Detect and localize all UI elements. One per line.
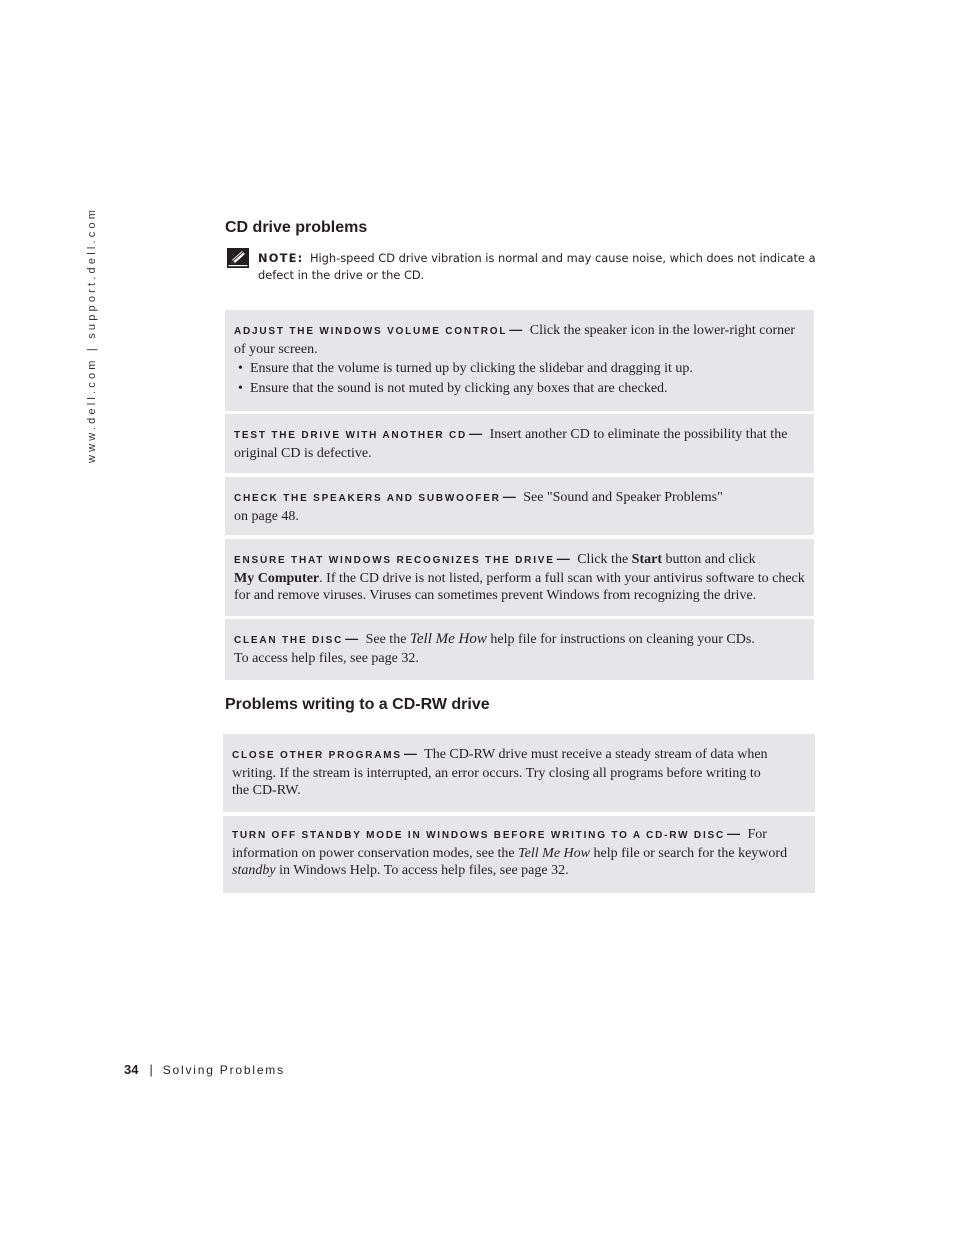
tip-title: CHECK THE SPEAKERS AND SUBWOOFER: [234, 493, 501, 504]
tip-text-continued: on page 48.: [234, 508, 299, 524]
tip-text-continued: the CD-RW.: [232, 783, 301, 798]
tip-dash: —: [509, 322, 523, 337]
tip-text-continued: To access help files, see page 32.: [234, 650, 419, 666]
tip-bullet-list: [234, 360, 805, 397]
tip-box-check-speakers: [225, 477, 814, 535]
help-file-ref: Tell Me How: [409, 631, 487, 647]
start-button-ref: Start: [631, 552, 662, 567]
tip-text: Click the: [577, 552, 632, 567]
tip-text: For information on power conservation modes, see the: [232, 827, 767, 861]
tip-text: See "Sound and Speaker Problems": [523, 490, 723, 505]
tip-dash: —: [727, 826, 741, 841]
note-label: NOTE:: [258, 251, 304, 265]
side-url: www.dell.com | support.dell.com: [86, 206, 98, 463]
tip-text: in Windows Help. To access help files, see page 32.: [275, 863, 569, 878]
footer-separator: |: [149, 1063, 153, 1077]
page-footer: [124, 1062, 285, 1077]
tip-dash: —: [403, 746, 417, 761]
my-computer-ref: My Computer: [234, 570, 320, 586]
tip-box-windows-recognizes: [225, 539, 814, 616]
page-number: 34: [124, 1062, 139, 1077]
note-body: High-speed CD drive vibration is normal and may cause noise, which does not indicate a defect in the drive or the CD.: [258, 251, 816, 282]
section-heading-cd-rw: Problems writing to a CD-RW drive: [225, 696, 490, 713]
tip-text: See the: [365, 632, 410, 647]
list-item: • Ensure that the volume is turned up by clicking the slidebar and dragging it up.: [234, 360, 805, 378]
tip-box-adjust-volume: [225, 310, 814, 411]
footer-section-title: Solving Problems: [162, 1063, 285, 1077]
tip-text: help file or search for the keyword: [589, 845, 788, 861]
keyword-ref: standby: [232, 863, 276, 878]
tip-dash: —: [469, 426, 483, 441]
tip-box-clean-disc: [225, 619, 814, 680]
tip-text: The CD-RW drive must receive a steady stream of data when writing. If the stream is interrupted, an error occurs. Try closing all programs before writing to: [232, 747, 768, 781]
tip-text: Insert another CD to eliminate the possibility that the original CD is defective.: [234, 427, 788, 461]
tip-box-test-drive: [225, 414, 814, 473]
tip-title: TURN OFF STANDBY MODE IN WINDOWS BEFORE WRITING TO A CD-RW DISC: [232, 830, 726, 841]
help-file-ref: Tell Me How: [518, 845, 590, 861]
tip-title: CLOSE OTHER PROGRAMS: [232, 750, 402, 761]
tip-title: ENSURE THAT WINDOWS RECOGNIZES THE DRIVE: [234, 555, 555, 566]
section-heading-cd-drive: CD drive problems: [225, 219, 368, 236]
tip-text: . If the CD drive is not listed, perform a full scan with your antivirus software to check for and remove viruses. Viruses can sometimes prevent Windows from recognizing the drive.: [234, 570, 805, 603]
tip-text: button and click: [661, 552, 756, 567]
tip-dash: —: [502, 489, 516, 504]
note-pencil-icon: [227, 248, 249, 268]
tip-dash: —: [345, 631, 359, 646]
list-item: • Ensure that the sound is not muted by clicking any boxes that are checked.: [234, 380, 805, 398]
tip-title: CLEAN THE DISC: [234, 635, 344, 646]
tip-dash: —: [556, 551, 570, 566]
tip-box-turn-off-standby: [223, 816, 815, 893]
tip-text: help file for instructions on cleaning your CDs.: [486, 632, 755, 647]
tip-text: Click the speaker icon in the lower-right corner of your screen.: [234, 323, 796, 357]
note-text: [258, 250, 818, 284]
tip-title: TEST THE DRIVE WITH ANOTHER CD: [234, 430, 468, 441]
tip-box-close-programs: [223, 734, 815, 812]
tip-title: ADJUST THE WINDOWS VOLUME CONTROL: [234, 326, 508, 337]
